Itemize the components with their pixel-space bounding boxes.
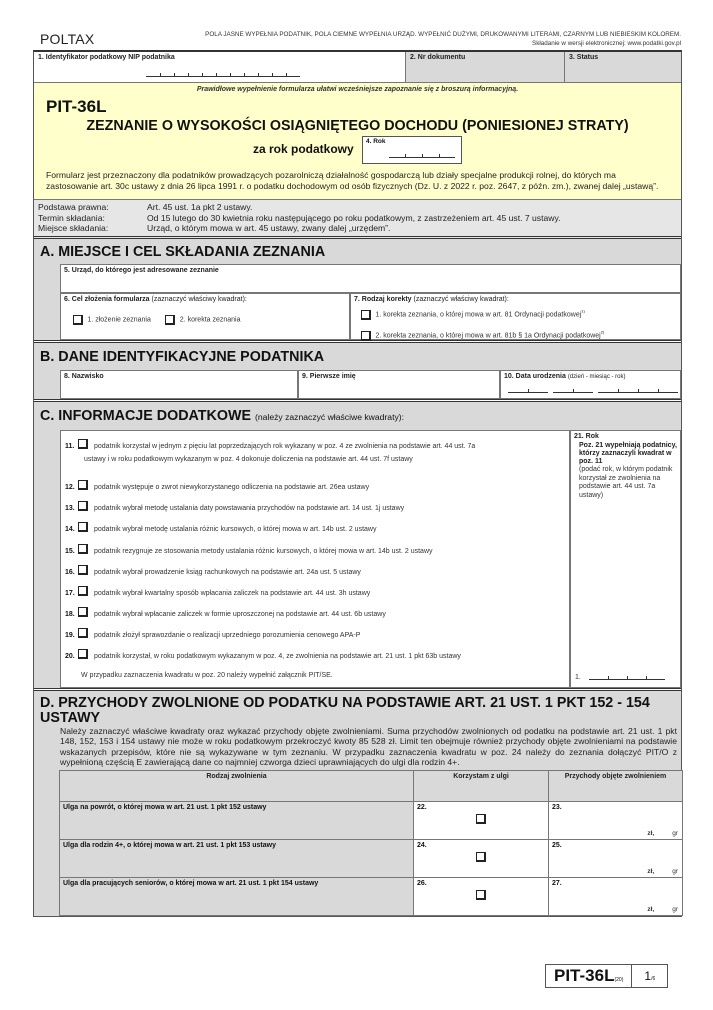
first-name-label: 9. Pierwsze imię bbox=[302, 373, 356, 381]
relief-cell: 24. bbox=[414, 840, 549, 878]
relief-24-checkbox[interactable] bbox=[476, 852, 486, 862]
year-21-field[interactable] bbox=[570, 430, 681, 688]
legal-key: Miejsce składania: bbox=[38, 223, 109, 234]
section-d-title: D. PRZYCHODY ZWOLNIONE OD PODATKU NA PODSTAWIE ART. 21 UST. 1 PKT 152 - 154 USTAWY bbox=[34, 691, 681, 726]
nip-label: 1. Identyfikator podatkowy NIP podatnika bbox=[38, 54, 175, 61]
section-a-title: A. MIEJSCE I CEL SKŁADANIA ZEZNANIA bbox=[34, 239, 681, 264]
form-version: (20) bbox=[614, 977, 624, 983]
footer-form-code: PIT-36L(20) bbox=[546, 965, 632, 987]
relief-cell: 22. bbox=[414, 802, 549, 840]
section-b bbox=[34, 343, 681, 402]
list-item: 15. podatnik rezygnuje ze stosowania metody ustalania różnic kursowych, o której mowa w art. 14b ust. 2 ustawy bbox=[65, 544, 433, 555]
year-input-ticks[interactable] bbox=[389, 153, 455, 158]
purpose-hint: (zaznaczyć właściwy kwadrat): bbox=[151, 296, 247, 304]
item-17-checkbox[interactable] bbox=[78, 586, 88, 596]
column-header: Rodzaj zwolnienia bbox=[60, 771, 414, 802]
page-number: 1/6 bbox=[644, 969, 656, 983]
form-intro bbox=[34, 83, 681, 200]
legal-value: Art. 45 ust. 1a pkt 2 ustawy. bbox=[147, 202, 253, 212]
form-title: ZEZNANIE O WYSOKOŚCI OSIĄGNIĘTEGO DOCHODU (PONIESIONEJ STRATY) bbox=[86, 118, 629, 134]
list-item: 17. podatnik wybrał kwartalny sposób wpłacania zaliczek na podstawie art. 44 ust. 3h ustawy bbox=[65, 586, 370, 597]
exemption-name: Ulga dla rodzin 4+, o której mowa w art. 21 ust. 1 pkt 153 ustawy bbox=[60, 840, 414, 878]
purpose-option-2-label: 2. korekta zeznania bbox=[179, 316, 241, 324]
list-item: 13. podatnik wybrał metodę ustalania daty powstawania przychodów na podstawie art. 14 ust. 1j ustawy bbox=[65, 501, 404, 512]
footnote-1: 1) bbox=[581, 308, 585, 314]
correction-option-2-label: 2. korekta zeznania, o której mowa w art. 81b § 1a Ordynacji podatkowej bbox=[375, 332, 601, 340]
item-19-checkbox[interactable] bbox=[78, 628, 88, 638]
section-d bbox=[34, 691, 681, 916]
form-description: Formularz jest przeznaczony dla podatników prowadzących pozarolniczą działalność gospodarczą lub działy specjalne produkcji rolnej, do których ma zastosowanie art. 30c ustawy z dnia 26 lipca 1991 r. o podatku dochodowym od osób fizycznych (Dz. U. z 2022 r. poz. 2647, z późn. zm.), zwanej dalej „ustawą”. bbox=[46, 170, 659, 191]
birth-date-field[interactable] bbox=[500, 370, 681, 399]
exemption-name: Ulga na powrót, o której mowa w art. 21 ust. 1 pkt 152 ustawy bbox=[60, 802, 414, 840]
status-label: 3. Status bbox=[569, 54, 599, 61]
pit-se-note: W przypadku zaznaczenia kwadratu w poz. 20 należy wypełnić załącznik PIT/SE. bbox=[81, 672, 333, 680]
year-21-index: 1. bbox=[575, 674, 581, 682]
list-item: 16. podatnik wybrał prowadzenie ksiąg rachunkowych na podstawie art. 24a ust. 5 ustawy bbox=[65, 565, 361, 576]
section-c-title bbox=[34, 402, 681, 430]
correction-hint: (zaznaczyć właściwy kwadrat): bbox=[413, 296, 509, 304]
footnote-2: 2) bbox=[600, 329, 605, 335]
relief-26-checkbox[interactable] bbox=[476, 890, 486, 900]
first-name-field[interactable] bbox=[298, 370, 500, 399]
exemptions-table bbox=[59, 770, 683, 916]
table-row bbox=[60, 802, 683, 840]
item-18-checkbox[interactable] bbox=[78, 607, 88, 617]
correction-option-2-checkbox[interactable] bbox=[361, 331, 371, 341]
form-code: PIT-36L bbox=[46, 97, 107, 116]
section-a bbox=[34, 239, 681, 343]
item-20-checkbox[interactable] bbox=[78, 649, 88, 659]
tax-form bbox=[33, 50, 682, 917]
correction-option-1-label: 1. korekta zeznania, o której mowa w art. 81 Ordynacji podatkowej bbox=[375, 311, 582, 319]
table-row bbox=[60, 840, 683, 878]
relief-cell: 26. bbox=[414, 878, 549, 916]
tax-year-caption: za rok podatkowy bbox=[253, 142, 354, 156]
electronic-filing-note: Składanie w wersji elektronicznej: www.podatki.gov.pl bbox=[532, 39, 681, 47]
column-header: Korzystam z ulgi bbox=[414, 771, 549, 802]
birth-date-hint: (dzień - miesiąc - rok) bbox=[567, 374, 626, 381]
nip-field[interactable] bbox=[34, 52, 406, 82]
year-label: 4. Rok bbox=[366, 138, 386, 145]
brand-logo: POLTAX bbox=[40, 31, 95, 47]
section-c bbox=[34, 402, 681, 691]
brochure-hint: Prawidłowe wypełnienie formularza ułatwi wcześniejsze zapoznanie się z broszurą informacyjną. bbox=[196, 86, 519, 93]
legal-row bbox=[38, 223, 677, 234]
document-number-field bbox=[406, 52, 565, 82]
nip-input-ticks[interactable] bbox=[146, 72, 300, 77]
year-ticks[interactable] bbox=[598, 388, 678, 393]
table-row bbox=[60, 878, 683, 916]
header-note bbox=[205, 31, 681, 48]
legal-row bbox=[38, 213, 677, 224]
fill-instruction: POLA JASNE WYPEŁNIA PODATNIK, POLA CIEMNE WYPEŁNIA URZĄD. WYPEŁNIĆ DUŻYMI, DRUKOWANYMI LITERAMI, CZARNYM LUB NIEBIESKIM KOLOREM. bbox=[205, 31, 681, 38]
legal-row bbox=[38, 202, 677, 213]
section-a-body bbox=[34, 264, 681, 340]
list-item: 14. podatnik wybrał metodę ustalania różnic kursowych, o której mowa w art. 14b ust. 2 ustawy bbox=[65, 522, 376, 533]
amount-23-field[interactable]: 23. zł, gr bbox=[549, 802, 683, 840]
purpose-row bbox=[60, 293, 681, 340]
item-12-checkbox[interactable] bbox=[78, 480, 88, 490]
item-15-checkbox[interactable] bbox=[78, 544, 88, 554]
relief-22-checkbox[interactable] bbox=[476, 814, 486, 824]
year-21-ticks[interactable] bbox=[589, 675, 665, 680]
page-footer bbox=[545, 964, 668, 988]
office-label: 5. Urząd, do którego jest adresowane zeznanie bbox=[64, 267, 219, 275]
year-21-label: 21. Rok bbox=[574, 433, 599, 441]
section-d-description: Należy zaznaczyć właściwe kwadraty oraz wykazać przychody objęte zwolnieniami. Suma przychodów zwolnionych od podatku na podstawie art. 21 ust. 1 pkt 148, 152, 153 i 154 ustawy nie może w roku podatkowym przekroczyć kwoty 85 528 zł. Limit ten obejmuje również przychody objęte zwolnieniami na podstawie wskazanych przepisów, które nie są wykazywane w tym zeznaniu. W przypadku zaznaczenia kwadratu w poz. 24 należy do zeznania dołączyć PIT/O z wypełnioną częścią E zawierającą dane co najmniej czworga dzieci uprawniających do ulgi dla rodzin 4+. bbox=[34, 726, 681, 770]
list-item: 12. podatnik występuje o zwrot niewykorzystanego odliczenia na podstawie art. 26ea ustawy bbox=[65, 480, 369, 491]
section-c-hint: (należy zaznaczyć właściwe kwadraty): bbox=[255, 412, 405, 423]
item-16-checkbox[interactable] bbox=[78, 565, 88, 575]
additional-info-list bbox=[60, 430, 570, 688]
purpose-option-1-label: 1. złożenie zeznania bbox=[87, 316, 151, 324]
exemption-name: Ulga dla pracujących seniorów, o której mowa w art. 21 ust. 1 pkt 154 ustawy bbox=[60, 878, 414, 916]
year-21-hint-bold: Poz. 21 wypełniają podatnicy, którzy zaznaczyli kwadrat w poz. 11 bbox=[579, 442, 677, 466]
day-ticks[interactable] bbox=[508, 388, 548, 393]
purpose-option-1-checkbox[interactable] bbox=[73, 315, 83, 325]
purpose-field bbox=[60, 293, 350, 340]
item-13-checkbox[interactable] bbox=[78, 501, 88, 511]
item-11-checkbox[interactable] bbox=[78, 439, 88, 449]
amount-25-field[interactable]: 25. zł, gr bbox=[549, 840, 683, 878]
amount-27-field[interactable]: 27. zł, gr bbox=[549, 878, 683, 916]
correction-label: 7. Rodzaj korekty bbox=[354, 296, 412, 304]
list-item: 19. podatnik złożył sprawozdanie o realizacji uprzedniego porozumienia cenowego APA-P bbox=[65, 628, 360, 639]
year-field[interactable] bbox=[362, 136, 462, 164]
status-field bbox=[565, 52, 681, 82]
correction-option-1-checkbox[interactable] bbox=[361, 310, 371, 320]
legal-value: Od 15 lutego do 30 kwietnia roku następującego po roku podatkowym, z zastrzeżeniem art. 45 ust. 7 ustawy. bbox=[147, 212, 561, 223]
list-item: 20. podatnik korzystał, w roku podatkowym wykazanym w poz. 4, ze zwolnienia na podstawie art. 21 ust. 1 pkt 63b ustawy bbox=[65, 649, 461, 660]
purpose-label: 6. Cel złożenia formularza bbox=[64, 296, 150, 304]
section-b-title: B. DANE IDENTYFIKACYJNE PODATNIKA bbox=[34, 343, 681, 370]
column-header: Przychody objęte zwolnieniem bbox=[549, 771, 683, 802]
purpose-option-2-checkbox[interactable] bbox=[165, 315, 175, 325]
section-c-heading: C. INFORMACJE DODATKOWE bbox=[40, 408, 252, 425]
id-row bbox=[34, 52, 681, 83]
table-header bbox=[60, 771, 683, 802]
surname-field[interactable] bbox=[60, 370, 298, 399]
legal-value: Urząd, o którym mowa w art. 45 ustawy, zwany dalej „urzędem”. bbox=[147, 223, 391, 234]
list-item: 18. podatnik wybrał wpłacanie zaliczek w formie uproszczonej na podstawie art. 44 ust. 6b ustawy bbox=[65, 607, 386, 618]
section-b-body bbox=[34, 370, 681, 399]
document-number-label: 2. Nr dokumentu bbox=[410, 54, 466, 61]
legal-key: Termin składania: bbox=[38, 212, 105, 223]
birth-date-label: 10. Data urodzenia bbox=[504, 373, 566, 381]
office-field[interactable] bbox=[60, 264, 681, 293]
legal-info bbox=[34, 200, 681, 239]
section-c-body bbox=[34, 430, 681, 688]
month-ticks[interactable] bbox=[553, 388, 593, 393]
surname-label: 8. Nazwisko bbox=[64, 373, 104, 381]
legal-key: Podstawa prawna: bbox=[38, 202, 109, 212]
year-21-hint: (podać rok, w którym podatnik korzystał ze zwolnienia na podstawie art. 44 ust. 7a ustawy) bbox=[579, 466, 673, 499]
item-14-checkbox[interactable] bbox=[78, 522, 88, 532]
correction-type-field bbox=[350, 293, 681, 340]
list-item: 11. podatnik korzystał w jednym z pięciu lat poprzedzających rok wykazany w poz. 4 ze zwolnienia na podstawie art. 44 ust. 7a ustawy i w roku podatkowym wykazanym w poz. 4 dokonuje doliczenia na podstawie art. 44 ust. 7f ustawy bbox=[65, 439, 475, 463]
